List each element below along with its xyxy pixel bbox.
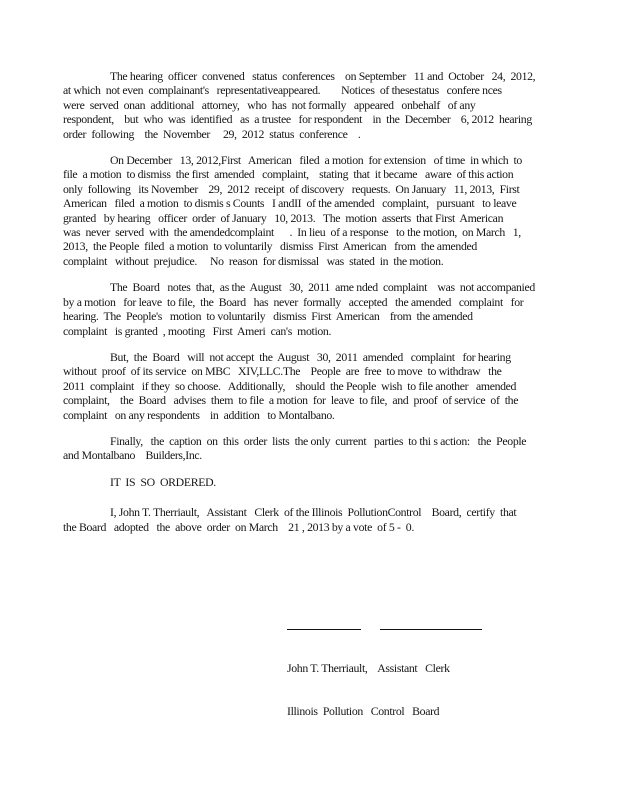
signature-rule-name: [287, 629, 361, 631]
text-line: American filed a motion to dismis s Counts I andII of the amended complaint, pursuant to leave: [63, 196, 517, 211]
text-line: were served onan additional attorney, who has not formally appeared onbehalf of any: [63, 97, 476, 112]
paragraph-first-american-motion: [63, 153, 553, 268]
document-body: [63, 69, 553, 546]
text-line: order following the November 29, 2012 status conference .: [63, 126, 361, 141]
text-line: complaint, the Board advises them to file a motion for leave to file, and proof of service of the: [63, 393, 519, 408]
signature-name-line: John T. Therriault, Assistant Clerk: [287, 660, 450, 675]
text-line: complaint is granted , mooting First Ameri can's motion.: [63, 323, 332, 338]
signature-block: [287, 599, 450, 733]
it-is-so-ordered-line: [63, 475, 553, 489]
signature-rule-title: [380, 629, 482, 631]
text-line: only following its November 29, 2012 receipt of discovery requests. On January 11, 2013, First: [63, 181, 520, 196]
text-line: IT IS SO ORDERED.: [110, 474, 216, 489]
signature-org-line: Illinois Pollution Control Board: [287, 703, 440, 718]
text-line: The Board notes that, as the August 30, 2011 ame nded complaint was not accompanied: [110, 280, 535, 295]
text-line: The hearing officer convened status conferences on September 11 and October 24, 2012,: [110, 69, 536, 83]
text-line: and Montalbano Builders,Inc.: [63, 448, 202, 463]
text-line: 2011 complaint if they so choose. Additionally, should the People wish to file another amended: [63, 378, 517, 393]
text-line: file a motion to dismiss the first amended complaint, stating that it became aware of this action: [63, 167, 514, 182]
text-line: by a motion for leave to file, the Board has never formally accepted the amended complaint for: [63, 294, 524, 309]
text-line: 2013, the People filed a motion to voluntarily dismiss First American from the amended: [63, 239, 477, 254]
text-line: granted by hearing officer order of January 10, 2013. The motion asserts that First American: [63, 210, 504, 225]
text-line: hearing. The People's motion to voluntarily dismiss First American from the amended: [63, 309, 473, 324]
paragraph-board-will-not-accept: [63, 350, 553, 422]
text-line: at which not even complainant's representativeappeared. Notices of thesestatus confere nces: [63, 83, 502, 98]
text-line: On December 13, 2012,First American filed a motion for extension of time in which to: [110, 153, 522, 168]
text-line: without proof of its service on MBC XIV,LLC.The People are free to move to withdraw the: [63, 364, 502, 379]
text-line: respondent, but who was identified as a trustee for respondent in the December 6, 2012 hearing: [63, 112, 532, 127]
signature-rules: [287, 628, 450, 632]
paragraph-clerk-certification: [63, 505, 553, 534]
text-line: was never served with the amendedcomplaint . In lieu of a response to the motion, on March 1,: [63, 225, 521, 240]
paragraph-board-notes: [63, 280, 553, 338]
text-line: complaint without prejudice. No reason for dismissal was stated in the motion.: [63, 253, 444, 268]
text-line: I, John T. Therriault, Assistant Clerk of the Illinois PollutionControl Board, certify that: [110, 505, 517, 520]
text-line: the Board adopted the above order on March 21 , 2013 by a vote of 5 - 0.: [63, 519, 414, 534]
paragraph-caption-parties: [63, 434, 553, 463]
text-line: But, the Board will not accept the August 30, 2011 amended complaint for hearing: [110, 349, 511, 364]
paragraph-status-conferences: [63, 69, 553, 141]
text-line: Finally, the caption on this order lists the only current parties to thi s action: the People: [110, 433, 527, 448]
text-line: complaint on any respondents in addition to Montalbano.: [63, 407, 335, 422]
